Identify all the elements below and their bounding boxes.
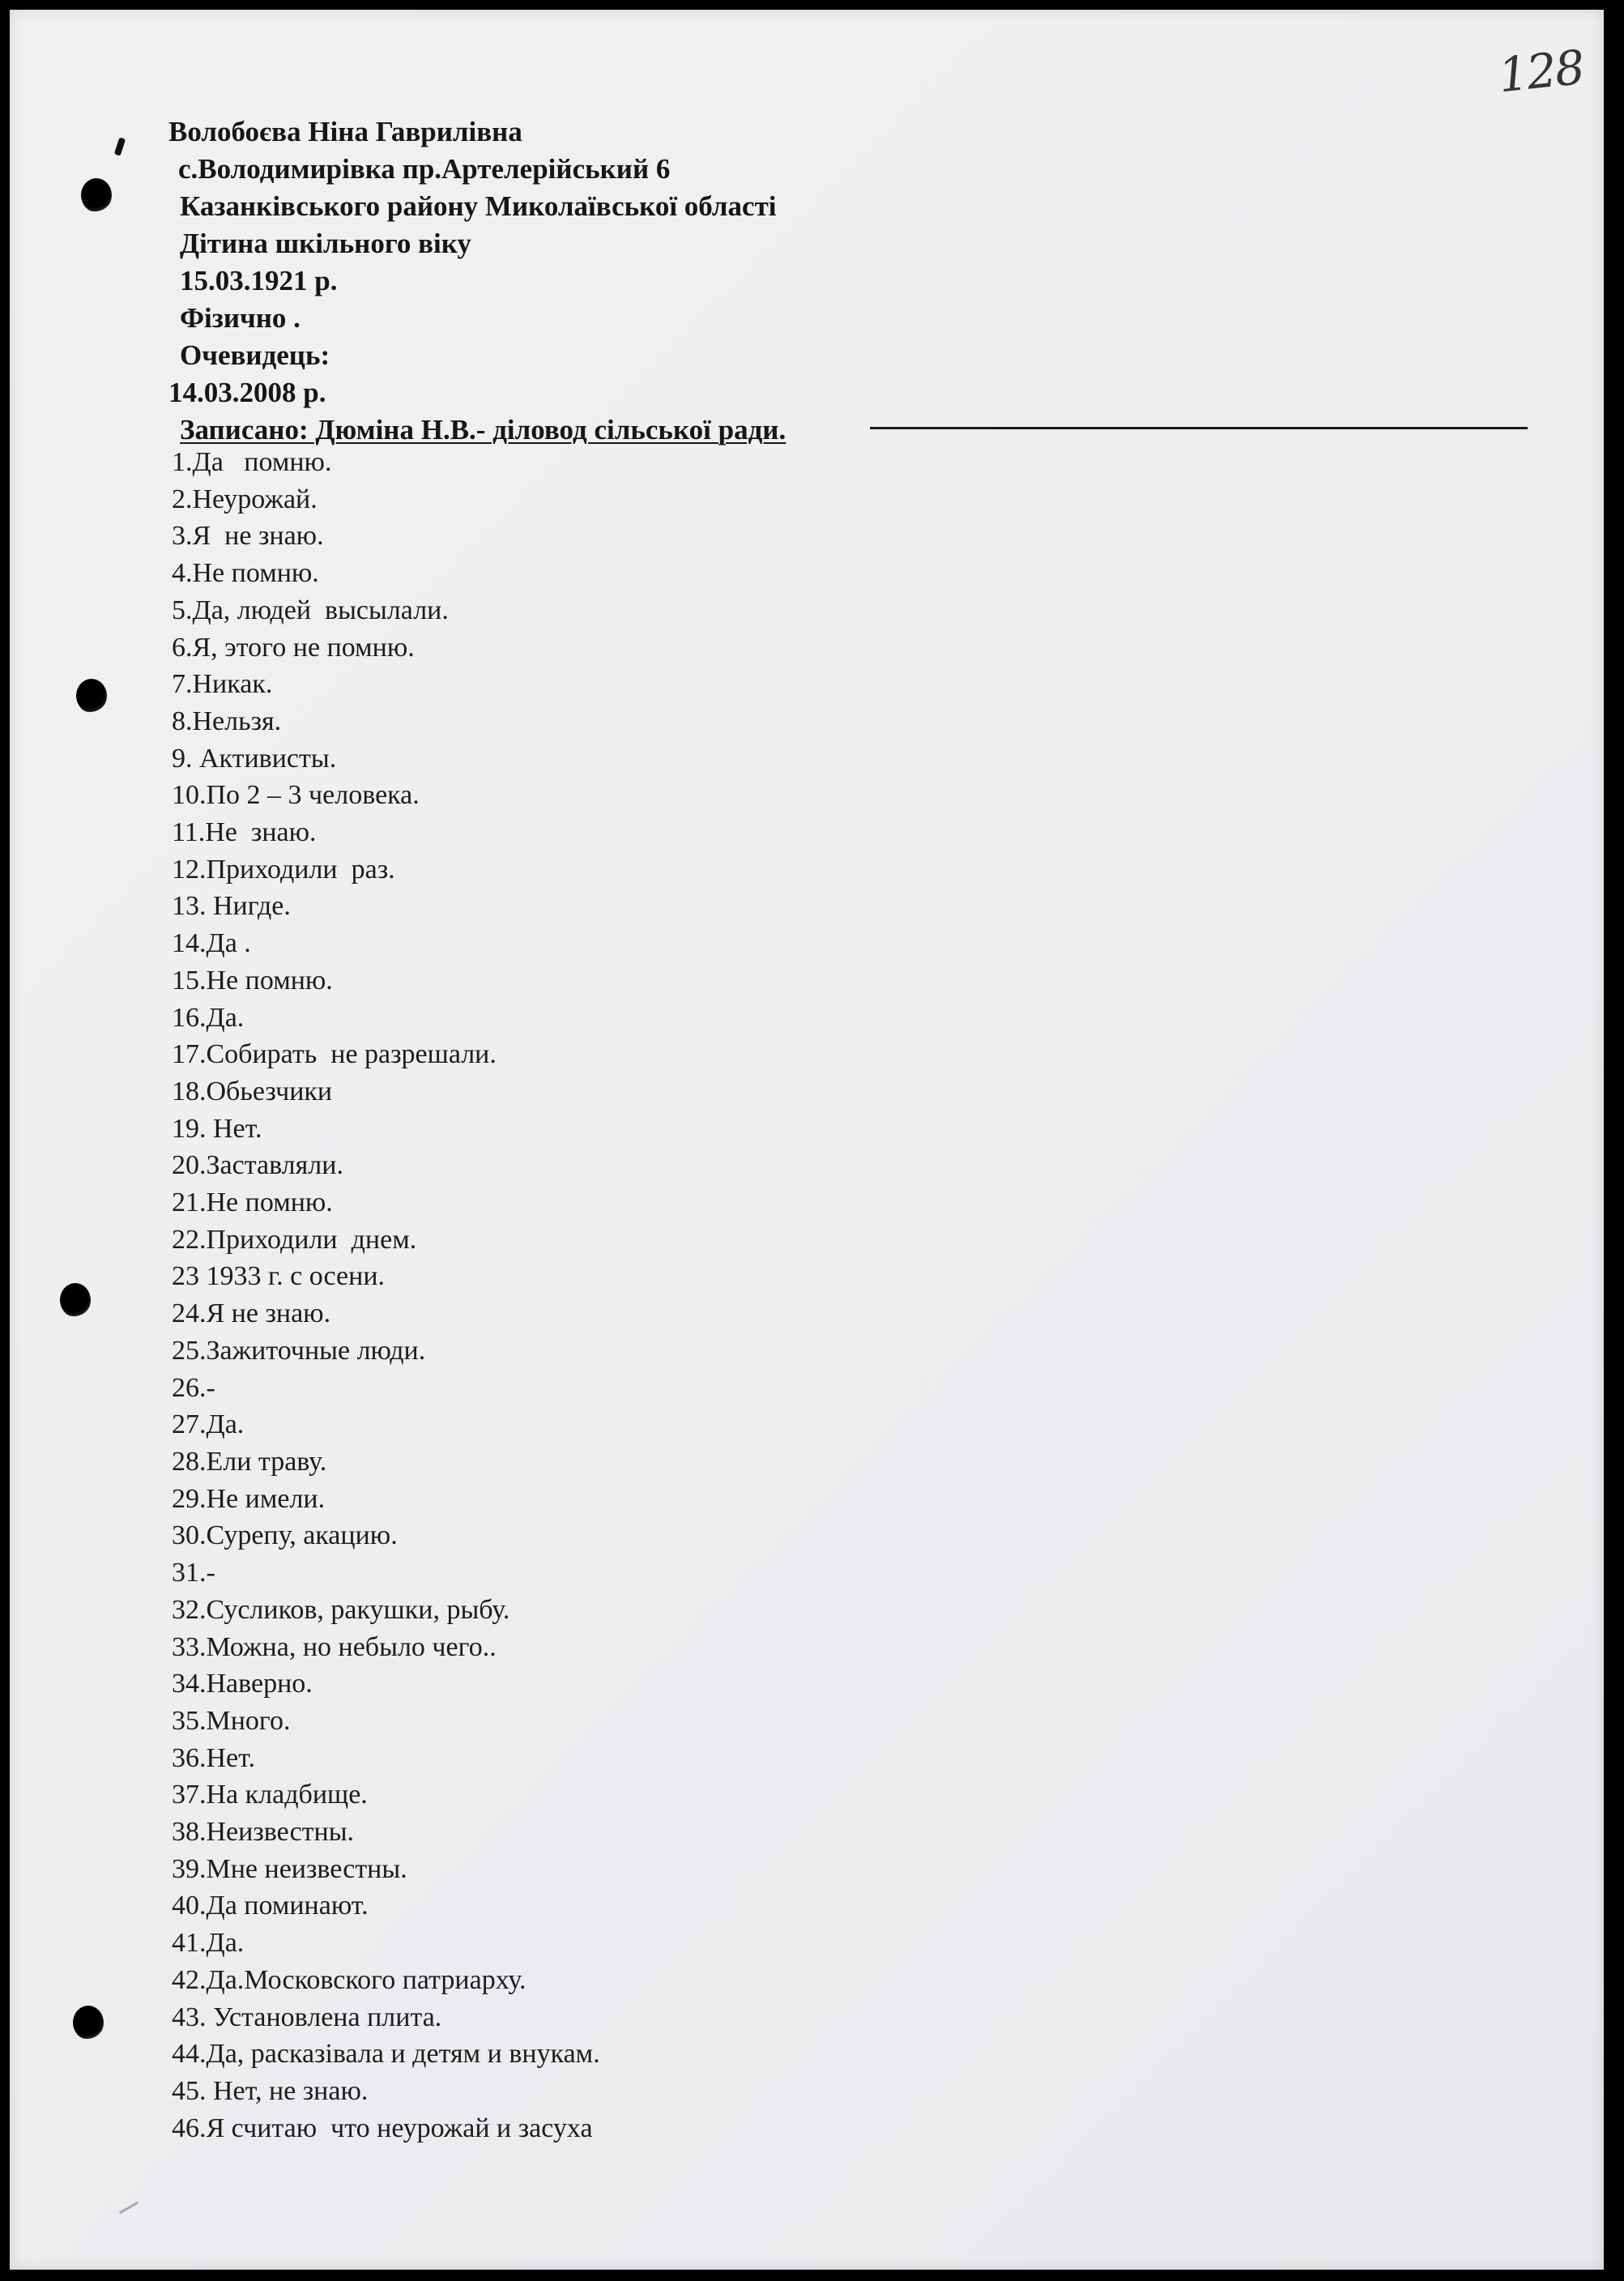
punch-hole: [76, 679, 107, 713]
answer-item: 4.Не помню.: [172, 558, 319, 589]
answer-item: 36.Нет.: [172, 1742, 255, 1773]
punch-hole: [60, 1283, 91, 1317]
person-name: Волобоєва Ніна Гаврилівна: [168, 116, 522, 147]
answer-item: 8.Нельзя.: [172, 706, 282, 736]
punch-hole: [73, 2006, 104, 2040]
answer-item: 10.По 2 – 3 человека.: [172, 780, 420, 811]
answer-item: 30.Сурепу, акацию.: [172, 1520, 398, 1551]
answer-item: 27.Да.: [172, 1409, 245, 1440]
answer-item: 42.Да.Московского патриарху.: [172, 1964, 526, 1995]
condition: Фізично .: [180, 302, 301, 334]
answer-item: 35.Много.: [172, 1705, 291, 1736]
answer-item: 17.Собирать не разрешали.: [172, 1039, 497, 1070]
answer-item: 11.Не знаю.: [172, 817, 317, 848]
answer-item: 21.Не помню.: [172, 1187, 333, 1218]
answer-item: 31.-: [172, 1558, 215, 1588]
answer-item: 34.Наверно.: [172, 1669, 313, 1699]
signature-rule: [870, 427, 1528, 429]
answer-item: 1.Да помню.: [172, 447, 332, 477]
answer-item: 22.Приходили днем.: [172, 1224, 417, 1255]
answer-item: 23 1933 г. с осени.: [172, 1261, 386, 1292]
ink-scratch: [119, 2202, 139, 2215]
answer-item: 5.Да, людей высылали.: [172, 595, 449, 625]
answer-item: 37.На кладбище.: [172, 1780, 368, 1810]
witness-label: Очевидець:: [180, 339, 330, 371]
answer-item: 7.Никак.: [172, 669, 273, 700]
answer-item: 25.Зажиточные люди.: [172, 1335, 426, 1366]
answer-item: 38.Неизвестны.: [172, 1817, 355, 1848]
answer-item: 45. Нет, не знаю.: [172, 2075, 369, 2106]
birth-date: 15.03.1921 р.: [180, 265, 338, 296]
answer-item: 32.Сусликов, ракушки, рыбу.: [172, 1594, 510, 1625]
answer-item: 18.Обьезчики: [172, 1076, 333, 1106]
answer-item: 41.Да.: [172, 1928, 245, 1959]
document-header: [168, 113, 786, 449]
answer-item: 12.Приходили раз.: [172, 854, 395, 885]
age-group: Дітина шкільного віку: [180, 228, 471, 259]
answer-item: 24.Я не знаю.: [172, 1298, 331, 1329]
answers-list: [172, 444, 600, 2147]
ink-mark: [114, 137, 126, 156]
punch-hole: [81, 178, 112, 212]
region: Казанківського району Миколаївської області: [180, 190, 777, 222]
answer-item: 20.Заставляли.: [172, 1150, 343, 1181]
answer-item: 28.Ели траву.: [172, 1446, 327, 1477]
answer-item: 33.Можна, но небыло чего..: [172, 1631, 497, 1662]
answer-item: 40.Да поминают.: [172, 1891, 369, 1921]
answer-item: 46.Я считаю что неурожай и засуха: [172, 2113, 593, 2143]
answer-item: 15.Не помню.: [172, 965, 333, 996]
document-page: [10, 10, 1604, 2270]
answer-item: 13. Нигде.: [172, 891, 291, 922]
record-date: 14.03.2008 р.: [168, 377, 326, 408]
answer-item: 6.Я, этого не помню.: [172, 632, 415, 663]
answer-item: 44.Да, расказівала и детям и внукам.: [172, 2039, 600, 2070]
recorded-by: Записано: Дюміна Н.В.- діловод сільської ради.: [180, 414, 786, 446]
answer-item: 9. Активисты.: [172, 743, 337, 774]
answer-item: 39.Мне неизвестны.: [172, 1853, 407, 1884]
answer-item: 3.Я не знаю.: [172, 521, 324, 552]
answer-item: 26.-: [172, 1372, 215, 1403]
answer-item: 29.Не имели.: [172, 1483, 326, 1514]
page-number: 128: [1495, 39, 1586, 104]
address: с.Володимирівка пр.Артелерійський 6: [178, 153, 671, 185]
answer-item: 2.Неурожай.: [172, 484, 318, 514]
answer-item: 16.Да.: [172, 1002, 245, 1033]
answer-item: 19. Нет.: [172, 1113, 262, 1144]
answer-item: 43. Установлена плита.: [172, 2002, 442, 2032]
answer-item: 14.Да .: [172, 928, 251, 959]
